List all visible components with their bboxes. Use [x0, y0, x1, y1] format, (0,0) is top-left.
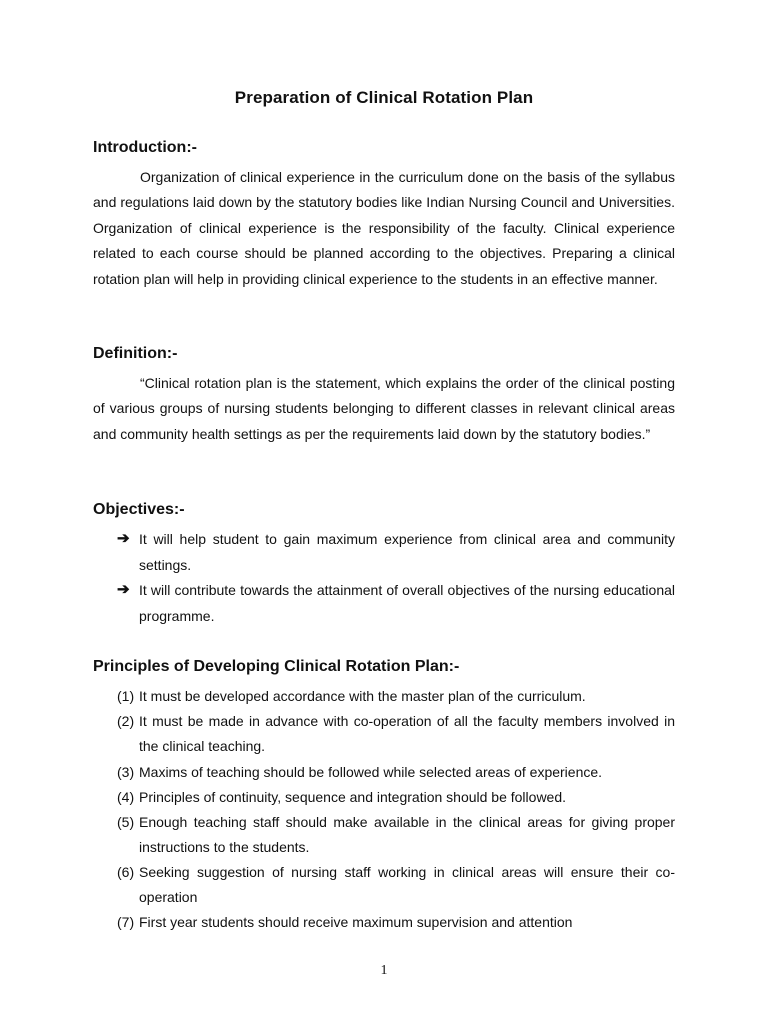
introduction-heading: Introduction:-: [93, 139, 197, 156]
arrow-bullet-icon: ➔: [117, 581, 130, 598]
principle-number: (3): [117, 764, 135, 780]
definition-heading: Definition:-: [93, 345, 178, 362]
introduction-paragraph: Organization of clinical experience in the curriculum done on the basis of the syllabus and regulations laid down by the statutory bodies like Indian Nursing Council and Universities. Organization of clinical experience is the responsibility of the faculty. Clinical experience related to each course should be planned according to the objectives. Preparing a clinical rotation plan will help in providing clinical experience to the students in an effective manner.: [93, 169, 675, 287]
principles-heading: Principles of Developing Clinical Rotation Plan:-: [93, 658, 460, 675]
principle-item: [117, 760, 675, 785]
principle-number: (7): [117, 914, 135, 930]
objective-text: It will contribute towards the attainment of overall objectives of the nursing educational programme.: [139, 582, 675, 624]
objective-item: [117, 526, 675, 578]
principle-text: First year students should receive maximum supervision and attention: [139, 914, 573, 930]
principle-number: (5): [117, 814, 135, 830]
principle-item: [117, 910, 675, 935]
principle-item: [117, 785, 675, 810]
principle-text: It must be developed accordance with the master plan of the curriculum.: [139, 688, 586, 704]
definition-paragraph: “Clinical rotation plan is the statement, which explains the order of the clinical posting of various groups of nursing students belonging to different classes in relevant clinical areas and community health settings as per the requirements laid down by the statutory bodies.”: [93, 375, 675, 442]
arrow-bullet-icon: ➔: [117, 530, 130, 547]
principle-text: It must be made in advance with co-operation of all the faculty members involved in the clinical teaching.: [139, 713, 675, 755]
principle-number: (2): [117, 713, 135, 729]
page-number: 1: [380, 963, 388, 978]
principle-number: (6): [117, 864, 135, 880]
objective-item: [117, 577, 675, 629]
principle-text: Enough teaching staff should make available in the clinical areas for giving proper instructions to the students.: [139, 814, 675, 856]
principle-item: [117, 810, 675, 860]
objective-text: It will help student to gain maximum experience from clinical area and community settings.: [139, 531, 675, 573]
principle-item: [117, 684, 675, 709]
principle-text: Principles of continuity, sequence and integration should be followed.: [139, 789, 567, 805]
principle-text: Maxims of teaching should be followed while selected areas of experience.: [139, 764, 603, 780]
principle-number: (1): [117, 688, 135, 704]
page-title: Preparation of Clinical Rotation Plan: [234, 88, 534, 107]
principle-item: [117, 709, 675, 759]
principle-number: (4): [117, 789, 135, 805]
principle-item: [117, 860, 675, 910]
objectives-heading: Objectives:-: [93, 501, 185, 518]
principle-text: Seeking suggestion of nursing staff working in clinical areas will ensure their co-operation: [139, 864, 675, 906]
